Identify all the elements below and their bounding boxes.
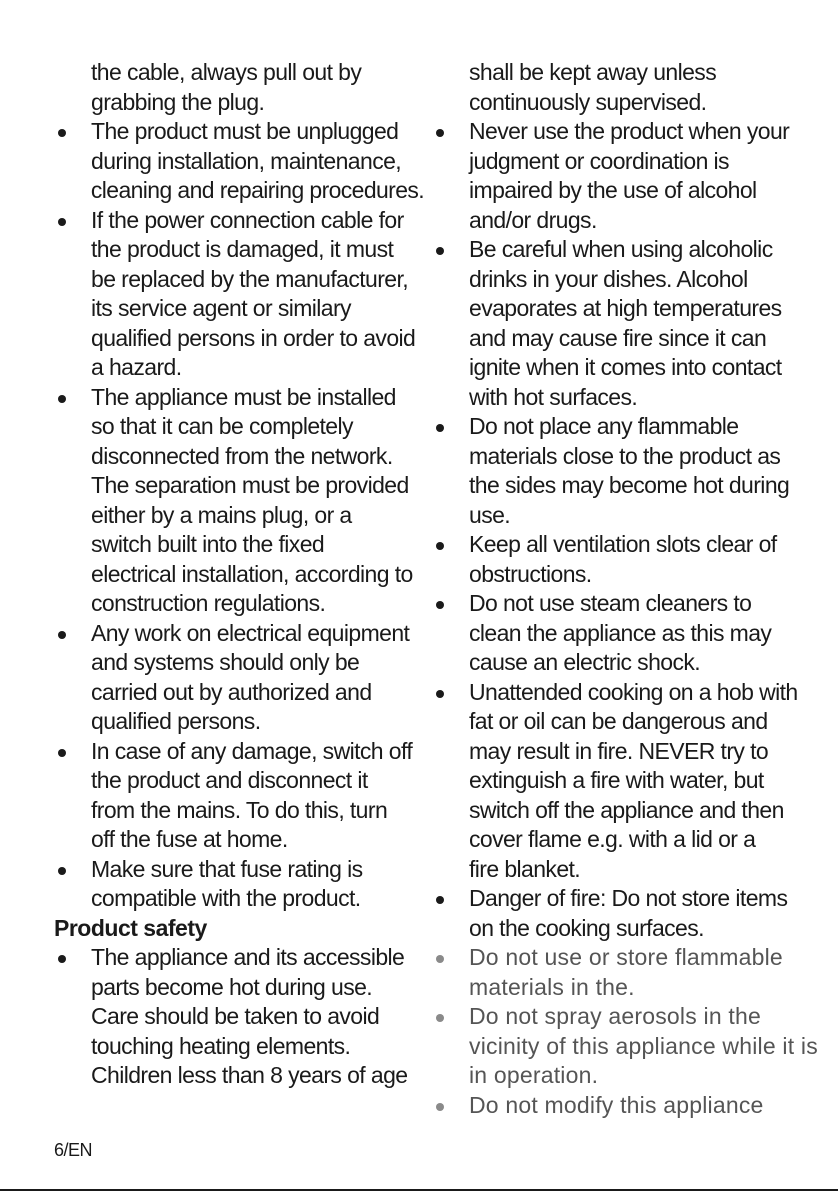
bullet-row xyxy=(432,1091,832,1121)
continued-text-line: continuously supervised. xyxy=(469,88,707,115)
bullet-text-line: Keep all ventilation slots clear of xyxy=(469,531,777,557)
bullet-row xyxy=(432,943,832,973)
bullet-text-line: The appliance must be installed xyxy=(91,383,396,410)
bullet-text-line: cause an electric shock. xyxy=(469,649,701,675)
bullet-text-line: the product is damaged, it must xyxy=(91,236,394,262)
bullet-text-line: judgment or coordination is xyxy=(469,147,729,174)
bullet-text-line: and systems should only be xyxy=(91,649,360,675)
bullet-text-line: The separation must be provided xyxy=(91,472,409,498)
bullet-item xyxy=(432,884,832,943)
bullet-text-line: Do not modify this appliance xyxy=(469,1091,764,1118)
continued-text-line: grabbing the plug. xyxy=(91,88,265,115)
bullet-row xyxy=(54,117,424,147)
bullet-item xyxy=(432,1091,832,1121)
right-column xyxy=(432,58,832,1120)
bullet-text-line: the product and disconnect it xyxy=(91,767,368,793)
bullet-text-line: cover flame e.g. with a lid or a xyxy=(469,826,756,852)
bullet-text-line: fat or oil can be dangerous and xyxy=(469,708,768,734)
bullet-text-line: qualified persons in order to avoid xyxy=(91,324,416,351)
bullet-text-line: The product must be unplugged xyxy=(91,118,399,144)
bullet-text-line: touching heating elements. xyxy=(91,1032,351,1059)
bullet-text-line: switch off the appliance and then xyxy=(469,796,784,823)
bullet-text-line: materials in the. xyxy=(469,973,635,1000)
bullet-item xyxy=(432,530,832,589)
bullet-text-line: Do not spray aerosols in the xyxy=(469,1003,761,1029)
bullet-row xyxy=(432,117,832,147)
bullet-item xyxy=(432,1002,832,1091)
bullet-row xyxy=(432,884,832,914)
bullet-text-line: may result in fire. NEVER try to xyxy=(469,737,769,764)
bullet-text-line: its service agent or similary xyxy=(91,295,351,321)
bullet-text-line: vicinity of this appliance while it is xyxy=(469,1032,818,1059)
bullet-text-line: qualified persons. xyxy=(91,708,261,734)
bullet-item xyxy=(432,235,832,412)
bullet-text-line: a hazard. xyxy=(91,354,182,380)
bullet-item xyxy=(54,619,424,737)
bullet-item xyxy=(54,737,424,855)
bullet-text-line: either by a mains plug, or a xyxy=(91,501,352,528)
bullet-text-line: The appliance and its accessible xyxy=(91,944,405,970)
bullet-item xyxy=(432,412,832,530)
bullet-text-line: so that it can be completely xyxy=(91,413,353,439)
bullet-text-line: If the power connection cable for xyxy=(91,206,404,233)
bullet-text-line: Any work on electrical equipment xyxy=(91,619,410,646)
bullet-text-line: Danger of fire: Do not store items xyxy=(469,885,788,911)
bullet-row xyxy=(432,235,832,265)
bullet-item xyxy=(432,678,832,885)
bullet-text-line: ignite when it comes into contact xyxy=(469,354,782,380)
bullet-text-line: Do not use steam cleaners to xyxy=(469,590,752,616)
continued-text-line: the cable, always pull out by xyxy=(91,59,362,85)
bullet-row xyxy=(54,855,424,885)
bullet-row xyxy=(54,943,424,973)
bullet-item xyxy=(432,943,832,1002)
bullet-text-line: drinks in your dishes. Alcohol xyxy=(469,265,748,292)
bullet-text-line: be replaced by the manufacturer, xyxy=(91,265,409,292)
bullet-item xyxy=(54,206,424,383)
bullet-item xyxy=(432,589,832,678)
section-heading: Product safety xyxy=(54,914,207,941)
bullet-item xyxy=(54,943,424,1091)
bullet-text-line: Children less than 8 years of age xyxy=(91,1062,408,1088)
bullet-text-line: Be careful when using alcoholic xyxy=(469,236,773,262)
bullet-text-line: Unattended cooking on a hob with xyxy=(469,678,798,705)
bullet-text-line: switch built into the fixed xyxy=(91,531,325,557)
bullet-row xyxy=(432,678,832,708)
bullet-row xyxy=(54,206,424,236)
bullet-text-line: during installation, maintenance, xyxy=(91,147,402,174)
bullet-text-line: Care should be taken to avoid xyxy=(91,1003,380,1029)
bullet-text-line: on the cooking surfaces. xyxy=(469,914,704,941)
bullet-row xyxy=(432,530,832,560)
bullet-text-line: In case of any damage, switch off xyxy=(91,737,413,764)
bullet-text-line: evaporates at high temperatures xyxy=(469,295,782,321)
bullet-text-line: the sides may become hot during xyxy=(469,472,790,498)
bullet-text-line: with hot surfaces. xyxy=(469,383,638,410)
bullet-text-line: Do not place any flammable xyxy=(469,413,739,439)
bullet-text-line: and may cause fire since it can xyxy=(469,324,767,351)
bullet-row xyxy=(432,412,832,442)
bullet-text-line: disconnected from the network. xyxy=(91,442,393,469)
bullet-text-line: impaired by the use of alcohol xyxy=(469,177,757,203)
bullet-text-line: Do not use or store flammable xyxy=(469,944,783,970)
bullet-text-line: from the mains. To do this, turn xyxy=(91,796,388,823)
left-column xyxy=(54,58,424,1091)
bullet-text-line: off the fuse at home. xyxy=(91,826,288,852)
bullet-text-line: electrical installation, according to xyxy=(91,560,413,587)
bullet-text-line: obstructions. xyxy=(469,560,592,587)
bullet-row xyxy=(432,1002,832,1032)
bullet-row xyxy=(432,589,832,619)
bullet-item xyxy=(54,383,424,619)
bullet-row xyxy=(54,619,424,649)
page-number: 6/EN xyxy=(54,1140,93,1160)
bullet-text-line: compatible with the product. xyxy=(91,885,361,911)
bullet-text-line: extinguish a fire with water, but xyxy=(469,767,764,793)
bullet-text-line: construction regulations. xyxy=(91,590,326,616)
bullet-text-line: parts become hot during use. xyxy=(91,973,373,1000)
bullet-text-line: cleaning and repairing procedures. xyxy=(90,177,425,203)
bullet-item xyxy=(432,117,832,235)
bullet-text-line: and/or drugs. xyxy=(469,206,597,233)
bullet-item xyxy=(54,117,424,206)
bullet-text-line: in operation. xyxy=(469,1062,599,1088)
bullet-text-line: Make sure that fuse rating is xyxy=(91,855,363,882)
bullet-row xyxy=(54,383,424,413)
bullet-text-line: use. xyxy=(469,501,511,528)
continued-text-line: shall be kept away unless xyxy=(469,59,717,85)
bullet-item xyxy=(54,855,424,914)
bullet-text-line: materials close to the product as xyxy=(469,442,781,469)
bullet-text-line: carried out by authorized and xyxy=(91,678,372,705)
bullet-text-line: Never use the product when your xyxy=(469,118,790,144)
bullet-text-line: clean the appliance as this may xyxy=(469,619,772,646)
bullet-text-line: fire blanket. xyxy=(469,855,581,882)
bullet-row xyxy=(54,737,424,767)
